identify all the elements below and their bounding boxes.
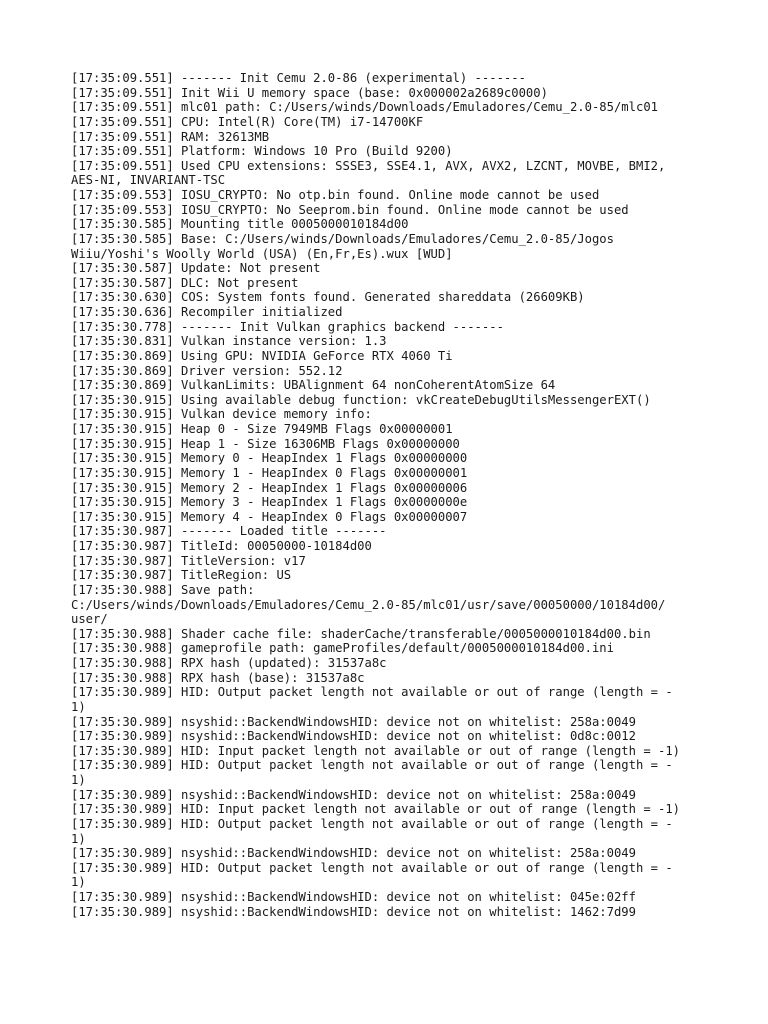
log-line: [17:35:30.989] nsyshid::BackendWindowsHID: device not on whitelist: 258a:0049: [71, 714, 636, 729]
log-line: [17:35:30.989] HID: Input packet length not available or out of range (length = -1): [71, 743, 681, 758]
log-line: [17:35:30.915] Memory 0 - HeapIndex 1 Flags 0x00000000: [71, 451, 468, 466]
log-line: [17:35:30.988] RPX hash (updated): 31537a8c: [71, 656, 387, 670]
log-line: [17:35:30.987] TitleRegion: US: [71, 568, 292, 583]
log-line: [17:35:30.988] gameprofile path: gameProfiles/default/0005000010184d00.ini: [71, 641, 614, 656]
log-text: [71, 71, 711, 919]
log-line: [17:35:30.915] Using available debug function: vkCreateDebugUtilsMessengerEXT(): [71, 392, 651, 407]
log-line: [17:35:30.987] TitleId: 00050000-10184d00: [71, 539, 372, 553]
log-line: [17:35:09.551] RAM: 32613MB: [71, 129, 270, 144]
log-line: [17:35:30.988] Save path: C:/Users/winds/Downloads/Emuladores/Cemu_2.0-85/mlc01/usr/save/00050000/10184d00/ user/: [71, 582, 666, 627]
log-line: [17:35:30.915] Heap 1 - Size 16306MB Flags 0x00000000: [71, 436, 460, 451]
log-line: [17:35:30.989] HID: Output packet length not available or out of range (length = - 1): [71, 860, 673, 890]
log-line: [17:35:30.636] Recompiler initialized: [71, 305, 343, 319]
log-line: [17:35:30.831] Vulkan instance version: 1.3: [71, 334, 387, 349]
log-line: [17:35:30.989] HID: Input packet length not available or out of range (length = -1): [71, 802, 681, 817]
log-line: [17:35:30.987] ------- Loaded title -------: [71, 524, 387, 539]
log-line: [17:35:30.989] HID: Output packet length not available or out of range (length = - 1): [71, 758, 673, 787]
log-line: [17:35:30.915] Heap 0 - Size 7949MB Flags 0x00000001: [71, 422, 453, 436]
log-line: [17:35:30.987] TitleVersion: v17: [71, 553, 306, 568]
log-line: [17:35:30.915] Memory 1 - HeapIndex 0 Flags 0x00000001: [71, 465, 468, 480]
log-line: [17:35:09.551] mlc01 path: C:/Users/winds/Downloads/Emuladores/Cemu_2.0-85/mlc01: [71, 100, 658, 115]
log-line: [17:35:30.915] Memory 4 - HeapIndex 0 Flags 0x00000007: [71, 509, 468, 524]
log-line: [17:35:09.553] IOSU_CRYPTO: No Seeprom.bin found. Online mode cannot be used: [71, 202, 629, 217]
log-line: [17:35:30.989] nsyshid::BackendWindowsHID: device not on whitelist: 1462:7d99: [71, 904, 636, 919]
log-line: [17:35:30.988] RPX hash (base): 31537a8c: [71, 670, 365, 685]
log-line: [17:35:09.551] CPU: Intel(R) Core(TM) i7-14700KF: [71, 114, 424, 129]
log-line: [17:35:30.587] Update: Not present: [71, 261, 321, 276]
log-line: [17:35:30.630] COS: System fonts found. Generated shareddata (26609KB): [71, 290, 585, 305]
log-line: [17:35:09.551] Platform: Windows 10 Pro (Build 9200): [71, 144, 453, 159]
log-line: [17:35:09.551] ------- Init Cemu 2.0-86 (experimental) -------: [71, 71, 526, 85]
log-line: [17:35:30.989] nsyshid::BackendWindowsHID: device not on whitelist: 0d8c:0012: [71, 729, 636, 744]
log-line: [17:35:30.988] Shader cache file: shaderCache/transferable/0005000010184d00.bin: [71, 626, 651, 641]
log-line: [17:35:30.989] nsyshid::BackendWindowsHID: device not on whitelist: 258a:0049: [71, 787, 636, 802]
log-line: [17:35:30.915] Vulkan device memory info:: [71, 407, 372, 422]
log-line: [17:35:30.869] Using GPU: NVIDIA GeForce RTX 4060 Ti: [71, 348, 453, 363]
log-line: [17:35:30.585] Mounting title 0005000010184d00: [71, 217, 409, 232]
log-line: [17:35:30.869] Driver version: 552.12: [71, 363, 343, 378]
log-line: [17:35:09.553] IOSU_CRYPTO: No otp.bin found. Online mode cannot be used: [71, 188, 600, 202]
log-line: [17:35:30.989] nsyshid::BackendWindowsHID: device not on whitelist: 258a:0049: [71, 846, 636, 861]
log-line: [17:35:09.551] Used CPU extensions: SSSE3, SSE4.1, AVX, AVX2, LZCNT, MOVBE, BMI2, AES-NI, INVARIANT-TSC: [71, 158, 666, 188]
log-line: [17:35:30.585] Base: C:/Users/winds/Downloads/Emuladores/Cemu_2.0-85/Jogos Wiiu/Yoshi's Woolly World (USA) (En,Fr,Es).wux [WUD]: [71, 231, 614, 261]
log-line: [17:35:30.869] VulkanLimits: UBAlignment 64 nonCoherentAtomSize 64: [71, 378, 556, 393]
log-line: [17:35:09.551] Init Wii U memory space (base: 0x000002a2689c0000): [71, 85, 548, 100]
log-line: [17:35:30.915] Memory 2 - HeapIndex 1 Flags 0x00000006: [71, 480, 468, 495]
log-line: [17:35:30.915] Memory 3 - HeapIndex 1 Flags 0x0000000e: [71, 495, 468, 510]
log-line: [17:35:30.587] DLC: Not present: [71, 275, 299, 290]
log-line: [17:35:30.989] HID: Output packet length not available or out of range (length = - 1): [71, 816, 673, 846]
log-line: [17:35:30.989] nsyshid::BackendWindowsHID: device not on whitelist: 045e:02ff: [71, 890, 636, 904]
log-line: [17:35:30.778] ------- Init Vulkan graphics backend -------: [71, 319, 504, 334]
log-line: [17:35:30.989] HID: Output packet length not available or out of range (length = - 1): [71, 685, 673, 714]
